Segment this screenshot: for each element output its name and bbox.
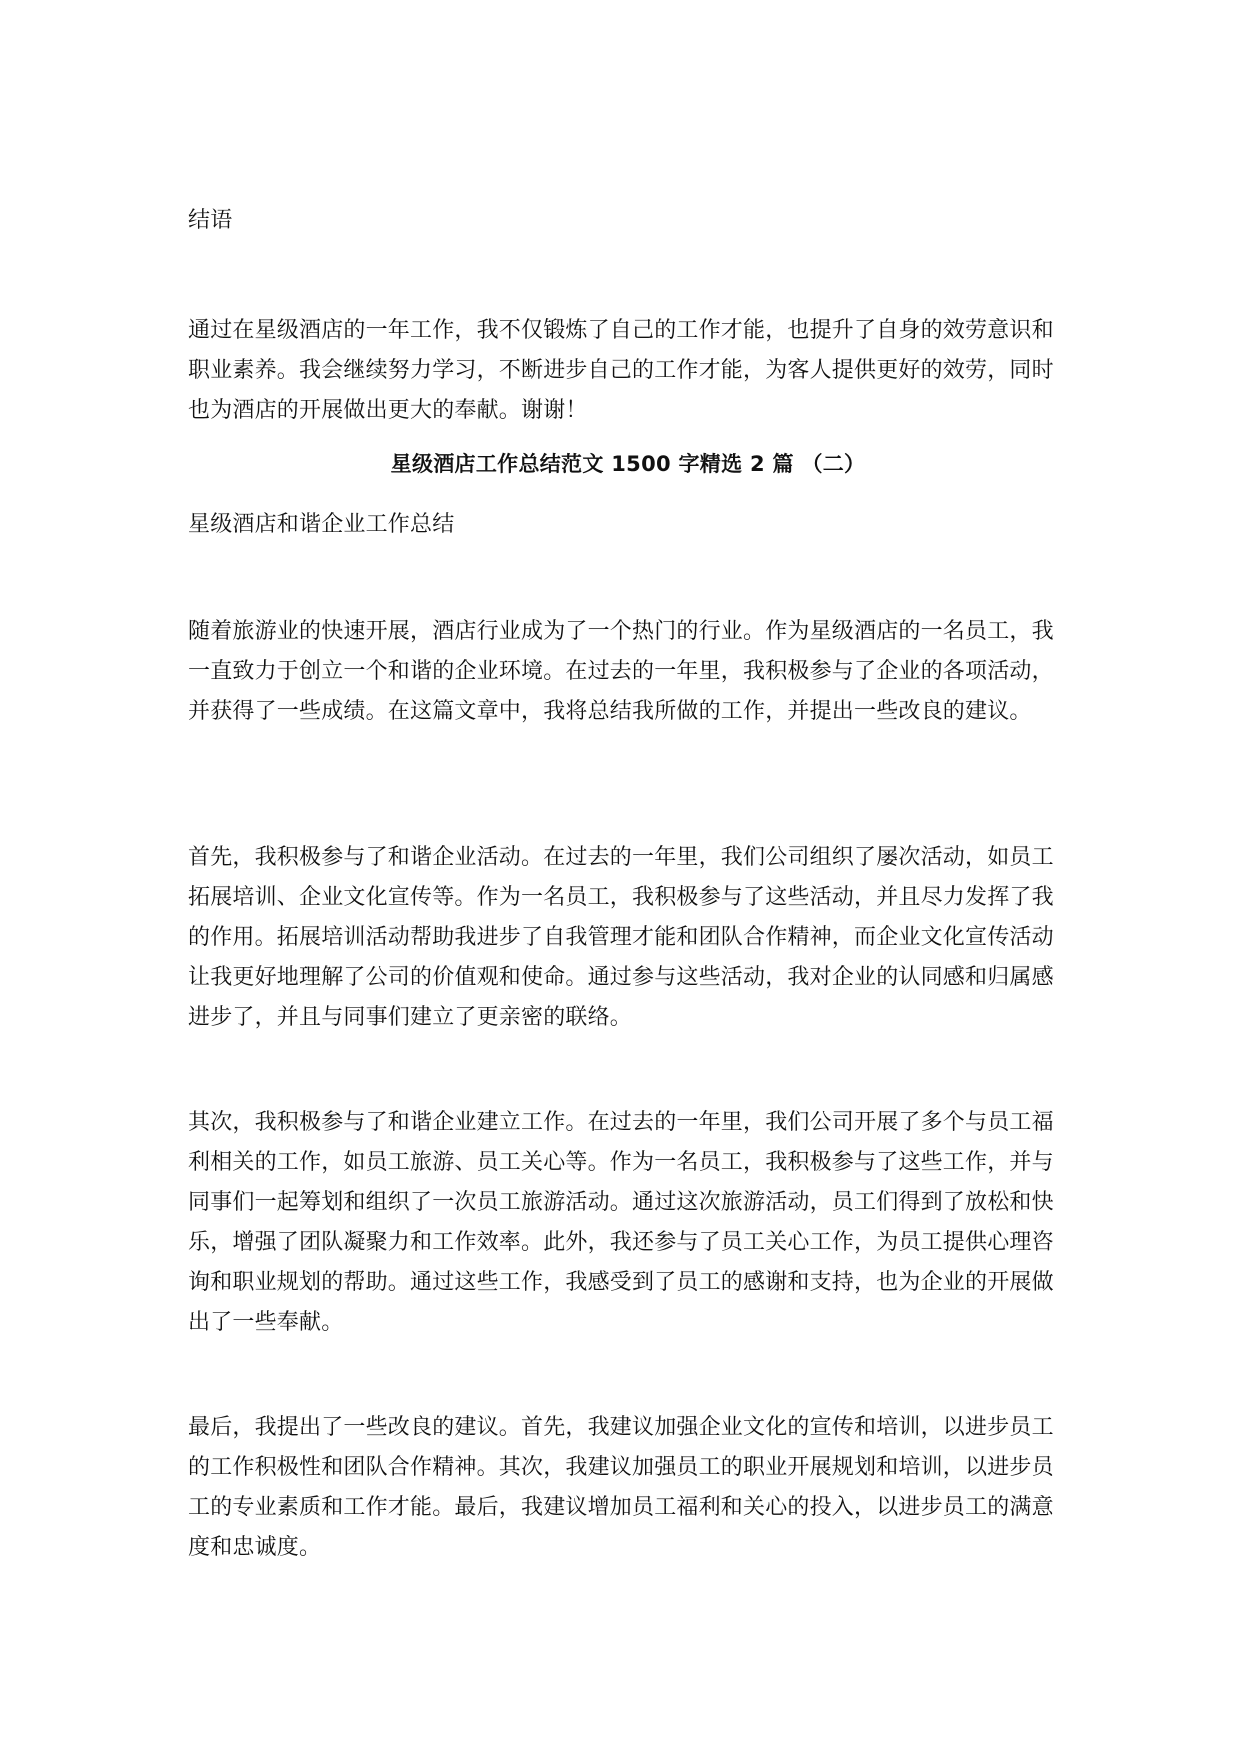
subtitle: 星级酒店和谐企业工作总结 bbox=[188, 512, 455, 537]
first-paragraph: 首先，我积极参与了和谐企业活动。在过去的一年里，我们公司组织了屡次活动，如员工拓展培训、企业文化宣传等。作为一名员工，我积极参与了这些活动，并且尽力发挥了我的作用。拓展培训活动帮助我进步了自我管理才能和团队合作精神，而企业文化宣传活动让我更好地理解了公司的价值观和使命。通过参与这些活动，我对企业的认同感和归属感进步了，并且与同事们建立了更亲密的联络。 bbox=[188, 845, 1054, 1030]
intro-paragraph: 随着旅游业的快速开展，酒店行业成为了一个热门的行业。作为星级酒店的一名员工，我一直致力于创立一个和谐的企业环境。在过去的一年里，我积极参与了企业的各项活动，并获得了一些成绩。在这篇文章中，我将总结我所做的工作，并提出一些改良的建议。 bbox=[188, 619, 1054, 724]
third-paragraph: 最后，我提出了一些改良的建议。首先，我建议加强企业文化的宣传和培训，以进步员工的工作积极性和团队合作精神。其次，我建议加强员工的职业开展规划和培训，以进步员工的专业素质和工作才能。最后，我建议增加员工福利和关心的投入，以进步员工的满意度和忠诚度。 bbox=[188, 1415, 1054, 1560]
second-paragraph: 其次，我积极参与了和谐企业建立工作。在过去的一年里，我们公司开展了多个与员工福利相关的工作，如员工旅游、员工关心等。作为一名员工，我积极参与了这些工作，并与同事们一起筹划和组织了一次员工旅游活动。通过这次旅游活动，员工们得到了放松和快乐，增强了团队凝聚力和工作效率。此外，我还参与了员工关心工作，为员工提供心理咨询和职业规划的帮助。通过这些工作，我感受到了员工的感谢和支持，也为企业的开展做出了一些奉献。 bbox=[188, 1110, 1054, 1335]
section-title: 星级酒店工作总结范文 1500 字精选 2 篇 （二） bbox=[390, 452, 866, 476]
closing-paragraph: 通过在星级酒店的一年工作，我不仅锻炼了自己的工作才能，也提升了自身的效劳意识和职业素养。我会继续努力学习，不断进步自己的工作才能，为客人提供更好的效劳，同时也为酒店的开展做出更大的奉献。谢谢！ bbox=[188, 318, 1054, 423]
closing-heading: 结语 bbox=[188, 208, 233, 233]
